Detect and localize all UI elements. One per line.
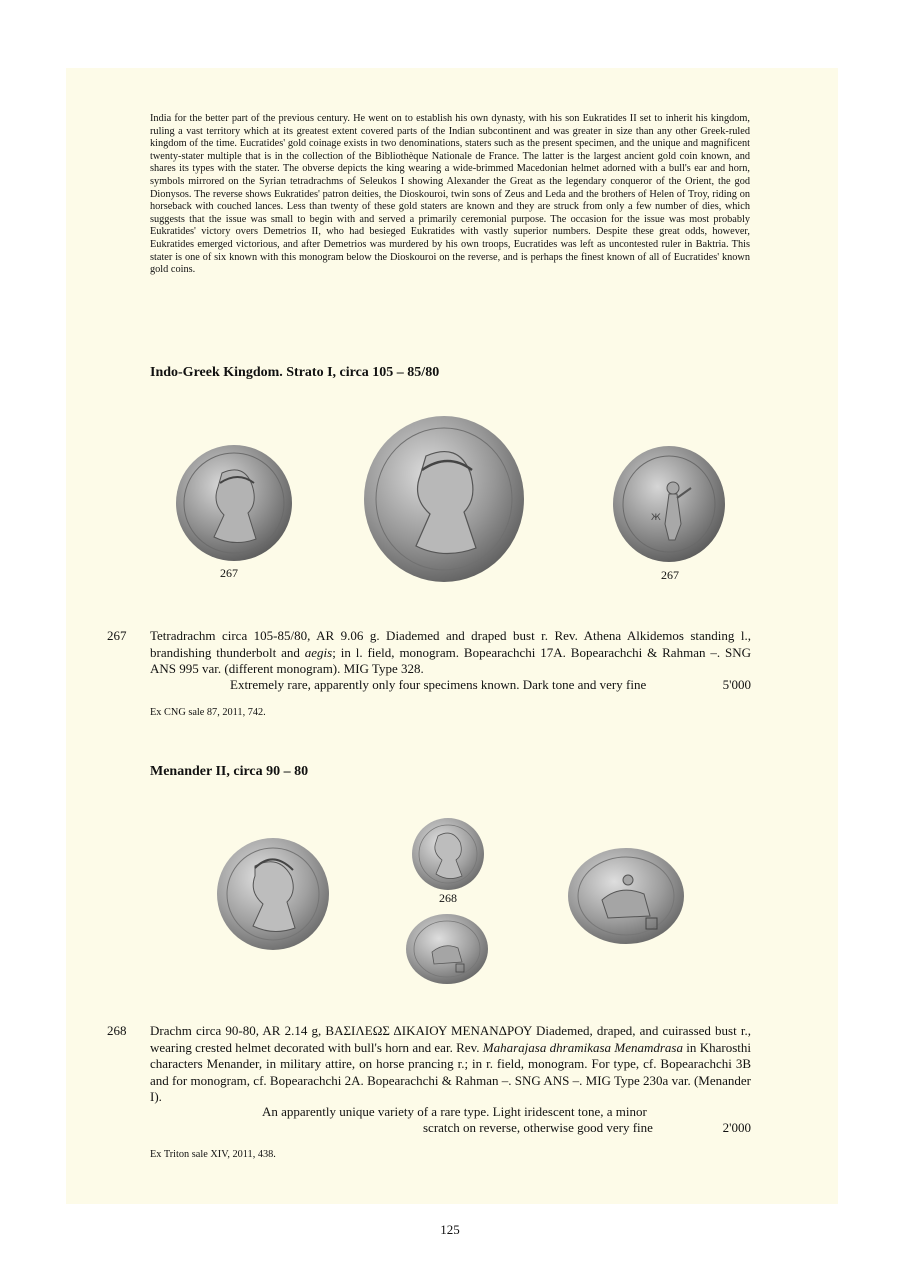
lot-268-heading: Menander II, circa 90 – 80 <box>150 764 309 779</box>
lot-268-verdict-line1: An apparently unique variety of a rare type. Light iridescent tone, a minor <box>262 1104 647 1119</box>
lot-267-desc-a: Tetradrachm circa 105-85/80, AR 9.06 g. Diademed and draped bust r. Rev. Athena Alkidemos standing l., brandishing thunderbolt and <box>150 628 751 660</box>
coin-268-obverse-enlarged-photo <box>215 836 331 952</box>
lot-267-desc-italic: aegis <box>304 644 333 660</box>
lot-267-heading: Indo-Greek Kingdom. Strato I, circa 105 – 85/80 <box>150 365 440 380</box>
lot-268-price: 2'000 <box>722 1120 751 1135</box>
lot-267-verdict: Extremely rare, apparently only four specimens known. Dark tone and very fine <box>230 677 647 692</box>
coin-267-label-right: 267 <box>661 568 679 582</box>
lot-268-number: 268 <box>107 1023 127 1038</box>
lot-268-desc-a: Drachm circa 90-80, AR 2.14 g, ΒΑΣΙΛΕΩΣ ΔΙΚΑΙΟΥ ΜΕΝΑΝΔΡΟΥ Diademed, draped, and cuirassed bust r., wearing crested helmet decorated with bull's horn and ear. Rev. <box>150 1023 751 1055</box>
svg-text:Ж: Ж <box>651 513 661 523</box>
lot-267-price: 5'000 <box>722 677 751 692</box>
lot-267-provenance: Ex CNG sale 87, 2011, 742. <box>150 707 266 718</box>
lot-267-desc-b: ; in l. field, monogram. Bopearachchi 17A. Bopearachchi & Rahman –. SNG ANS 995 var. (different monogram). MIG Type 328. <box>150 644 751 676</box>
coin-267-label-left: 267 <box>220 566 238 580</box>
coin-267-reverse-photo <box>611 444 727 564</box>
coin-268-obverse-photo <box>410 816 486 892</box>
coin-267-obverse-enlarged-photo <box>362 414 526 584</box>
coin-268-reverse-photo <box>404 912 490 986</box>
lot-268-desc-italic: Maharajasa dhramikasa Menamdrasa <box>482 1039 683 1055</box>
lot-268-verdict-line2: scratch on reverse, otherwise good very fine <box>423 1120 653 1135</box>
coin-267-obverse-photo <box>174 443 294 563</box>
lot-268-provenance: Ex Triton sale XIV, 2011, 438. <box>150 1149 276 1160</box>
lot-268-desc-b: in Kharosthi characters Menander, in military attire, on horse prancing r.; in r. field, monogram. For type, cf. Bopearachchi 3B and for monogram, cf. Bopearachchi 2A. Bopearachchi & Rahman –. SNG ANS –. MIG Type 230a var. (Menander I). <box>150 1039 751 1104</box>
page-number: 125 <box>440 1222 460 1237</box>
coin-268-label: 268 <box>439 891 457 905</box>
lot-267-number: 267 <box>107 628 127 643</box>
lot-267-description <box>150 628 751 678</box>
intro-paragraph: India for the better part of the previous century. He went on to establish his own dynasty, with his son Eukratides II set to inherit his kingdom, ruling a vast territory which at its greatest extent covered parts of the Indian subcontinent and was greater in size than any other Greek-ruled kingdom of the time. Eucratides' gold coinage exists in two denominations, staters such as the present specimen, and the unique and magnificent twenty-stater multiple that is in the collection of the Bibliothèque Nationale de France. The latter is the largest ancient gold coin known, and shares its types with the stater. The obverse depicts the king wearing a wide-brimmed Macedonian helmet adorned with a bull's ear and horn, symbols mirrored on the Syrian tetradrachms of Seleukos I showing Alexander the Great as the legendary conqueror of the Orient, the god Dionysos. The reverse shows Eukratides' patron deities, the Dioskouroi, twin sons of Zeus and Leda and the brothers of Helen of Troy, riding on horseback with couched lances. Less than twenty of these gold staters are known and they are struck from only a few number of dies, which suggests that the issue was small to begin with and served a primarily ceremonial purpose. The occasion for the issue was most probably Eukratides' victory overs Demetrios II, who had besieged Eukratides with vastly superior numbers. Despite these great odds, however, Eukratides emerged victorious, and after Demetrios was murdered by his own troops, Eucratides was left as uncontested ruler in Baktria. This stater is one of six known with this monogram below the Dioskouroi on the reverse, and is perhaps the finest known of all of Eucratides' known gold coins. <box>150 113 750 276</box>
coin-268-reverse-enlarged-photo <box>566 846 686 946</box>
lot-268-description <box>150 1023 751 1106</box>
